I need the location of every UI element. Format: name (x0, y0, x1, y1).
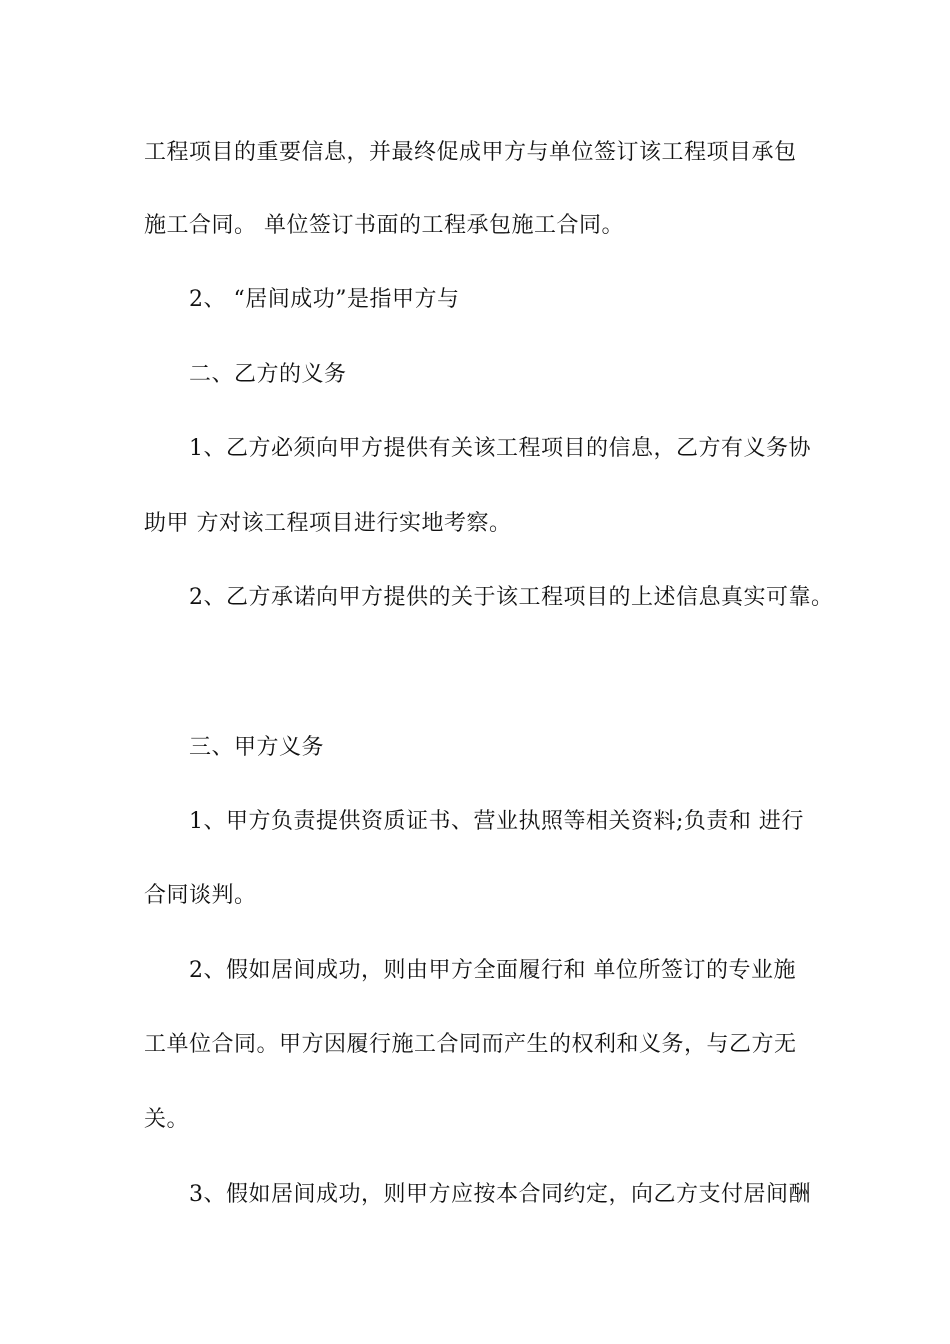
paragraph-line-5: 1、乙方必须向甲方提供有关该工程项目的信息，乙方有义务协 (189, 436, 811, 461)
section-heading-2: 二、乙方的义务 (189, 362, 347, 387)
paragraph-line-7: 2、乙方承诺向甲方提供的关于该工程项目的上述信息真实可靠。 (189, 585, 834, 610)
paragraph-line-11: 2、假如居间成功，则由甲方全面履行和 单位所签订的专业施 (189, 958, 796, 983)
paragraph-line-13: 关。 (144, 1107, 190, 1132)
section-heading-3: 三、甲方义务 (189, 735, 325, 760)
paragraph-line-10: 合同谈判。 (144, 883, 257, 908)
paragraph-line-3: 2、 “居间成功”是指甲方与 (189, 287, 460, 312)
paragraph-line-12: 工单位合同。甲方因履行施工合同而产生的权利和义务，与乙方无 (144, 1032, 797, 1057)
paragraph-line-14: 3、假如居间成功，则甲方应按本合同约定，向乙方支付居间酬 (189, 1182, 811, 1207)
paragraph-line-6: 助甲 方对该工程项目进行实地考察。 (144, 511, 512, 536)
paragraph-line-1: 工程项目的重要信息，并最终促成甲方与单位签订该工程项目承包 (144, 140, 797, 165)
paragraph-line-9: 1、甲方负责提供资质证书、营业执照等相关资料;负责和 进行 (189, 809, 804, 834)
paragraph-line-2: 施工合同。 单位签订书面的工程承包施工合同。 (144, 213, 624, 238)
